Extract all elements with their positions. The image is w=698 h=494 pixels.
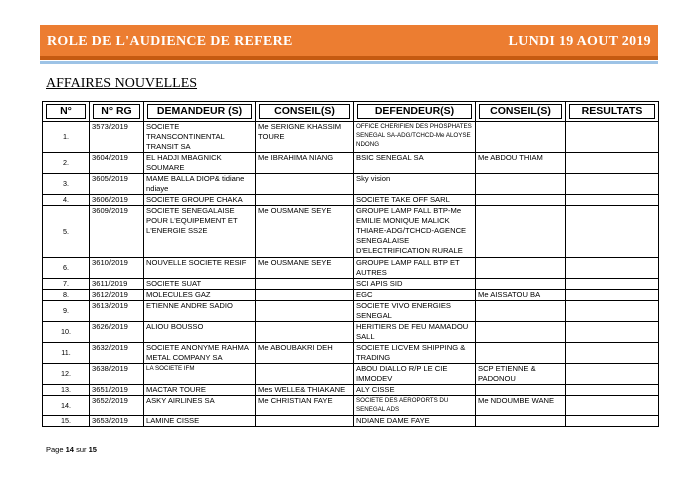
cell-conseil-defendeur — [476, 343, 566, 364]
cell-demandeur: SOCIETE ANONYME RAHMA METAL COMPANY SA — [144, 343, 256, 364]
cell-demandeur: LAMINE CISSE — [144, 416, 256, 427]
cell-number: 13. — [43, 385, 90, 396]
cell-number: 6. — [43, 258, 90, 279]
cell-conseil-demandeur: Mes WELLE& THIAKANE — [256, 385, 354, 396]
cell-conseil-defendeur — [476, 122, 566, 153]
cell-demandeur: EL HADJI MBAGNICK SOUMARE — [144, 153, 256, 174]
cell-conseil-demandeur: Me OUSMANE SEYE — [256, 206, 354, 258]
col-header-demandeur: DEMANDEUR (S) — [144, 102, 256, 122]
cases-table — [42, 101, 659, 427]
cell-resultats — [566, 301, 659, 322]
cell-conseil-demandeur — [256, 416, 354, 427]
header-divider — [40, 61, 658, 64]
cell-conseil-defendeur — [476, 322, 566, 343]
table-row — [43, 301, 659, 322]
cell-resultats — [566, 174, 659, 195]
cell-resultats — [566, 290, 659, 301]
footer-page: 14 — [65, 445, 74, 454]
cell-conseil-demandeur: Me OUSMANE SEYE — [256, 258, 354, 279]
cell-conseil-defendeur — [476, 258, 566, 279]
cell-defendeur: NDIANE DAME FAYE — [354, 416, 476, 427]
table-body — [43, 122, 659, 427]
table-row — [43, 258, 659, 279]
table-row — [43, 364, 659, 385]
table-row — [43, 385, 659, 396]
cell-conseil-defendeur — [476, 206, 566, 258]
cell-conseil-defendeur — [476, 385, 566, 396]
cell-defendeur: HERITIERS DE FEU MAMADOU SALL — [354, 322, 476, 343]
cell-rg: 3626/2019 — [90, 322, 144, 343]
cell-resultats — [566, 122, 659, 153]
cell-defendeur: GROUPE LAMP FALL BTP-Me EMILIE MONIQUE MALICK THIARE-ADG/TCHCD-AGENCE SENEGALAISE D'ELECTRIFICATION RURALE — [354, 206, 476, 258]
cell-conseil-demandeur — [256, 174, 354, 195]
cell-defendeur: Sky vision — [354, 174, 476, 195]
cell-resultats — [566, 343, 659, 364]
table-header-row — [43, 102, 659, 122]
cell-conseil-defendeur — [476, 174, 566, 195]
cell-resultats — [566, 195, 659, 206]
cell-defendeur: BSIC SENEGAL SA — [354, 153, 476, 174]
cell-conseil-demandeur — [256, 290, 354, 301]
footer-prefix: Page — [46, 445, 64, 454]
col-header-conseil-defendeur: CONSEIL(S) — [476, 102, 566, 122]
cell-resultats — [566, 396, 659, 416]
document-title: ROLE DE L'AUDIENCE DE REFERE — [47, 34, 293, 49]
cell-number: 4. — [43, 195, 90, 206]
table-row — [43, 343, 659, 364]
cell-number: 14. — [43, 396, 90, 416]
col-header-defendeur: DEFENDEUR(S) — [354, 102, 476, 122]
cell-number: 12. — [43, 364, 90, 385]
cell-conseil-defendeur: SCP ETIENNE & PADONOU — [476, 364, 566, 385]
cell-conseil-defendeur — [476, 301, 566, 322]
cell-rg: 3605/2019 — [90, 174, 144, 195]
cell-demandeur: LA SOCIETE IFM — [144, 364, 256, 385]
cell-demandeur: ASKY AIRLINES SA — [144, 396, 256, 416]
cell-rg: 3613/2019 — [90, 301, 144, 322]
footer-total: 15 — [88, 445, 97, 454]
table-row — [43, 279, 659, 290]
col-header-rg: N° RG — [90, 102, 144, 122]
cell-resultats — [566, 206, 659, 258]
page-footer — [46, 445, 97, 454]
cell-rg: 3632/2019 — [90, 343, 144, 364]
footer-mid: sur — [76, 445, 87, 454]
cell-rg: 3604/2019 — [90, 153, 144, 174]
cell-resultats — [566, 258, 659, 279]
cell-resultats — [566, 385, 659, 396]
cell-defendeur: GROUPE LAMP FALL BTP ET AUTRES — [354, 258, 476, 279]
table-row — [43, 396, 659, 416]
cell-defendeur: SOCIETE TAKE OFF SARL — [354, 195, 476, 206]
cell-demandeur: MOLECULES GAZ — [144, 290, 256, 301]
cell-defendeur: SOCIETE LICVEM SHIPPING & TRADING — [354, 343, 476, 364]
cell-conseil-defendeur: Me NDOUMBE WANE — [476, 396, 566, 416]
table-row — [43, 290, 659, 301]
col-header-conseil-demandeur: CONSEIL(S) — [256, 102, 354, 122]
cell-number: 7. — [43, 279, 90, 290]
cell-conseil-demandeur — [256, 195, 354, 206]
cell-conseil-demandeur — [256, 301, 354, 322]
cell-number: 5. — [43, 206, 90, 258]
cell-number: 11. — [43, 343, 90, 364]
cell-number: 15. — [43, 416, 90, 427]
cell-resultats — [566, 416, 659, 427]
cell-conseil-demandeur — [256, 322, 354, 343]
cell-rg: 3610/2019 — [90, 258, 144, 279]
cell-rg: 3573/2019 — [90, 122, 144, 153]
table-row — [43, 322, 659, 343]
section-title: AFFAIRES NOUVELLES — [46, 76, 198, 91]
cell-defendeur: EGC — [354, 290, 476, 301]
cell-conseil-demandeur: Me SERIGNE KHASSIM TOURE — [256, 122, 354, 153]
cell-rg: 3606/2019 — [90, 195, 144, 206]
cell-conseil-defendeur — [476, 279, 566, 290]
cell-defendeur: SCI APIS SID — [354, 279, 476, 290]
table-row — [43, 153, 659, 174]
cell-rg: 3653/2019 — [90, 416, 144, 427]
cell-defendeur: SOCIETE DES AEROPORTS DU SENEGAL ADS — [354, 396, 476, 416]
table-row — [43, 195, 659, 206]
cell-demandeur: MAME BALLA DIOP& tidiane ndiaye — [144, 174, 256, 195]
cell-conseil-demandeur: Me IBRAHIMA NIANG — [256, 153, 354, 174]
cell-number: 1. — [43, 122, 90, 153]
cell-conseil-defendeur — [476, 195, 566, 206]
cell-demandeur: SOCIETE SUAT — [144, 279, 256, 290]
col-header-number: N° — [43, 102, 90, 122]
cell-demandeur: SOCIETE TRANSCONTINENTAL TRANSIT SA — [144, 122, 256, 153]
cell-rg: 3652/2019 — [90, 396, 144, 416]
cell-conseil-demandeur — [256, 364, 354, 385]
cell-defendeur: ALY CISSE — [354, 385, 476, 396]
cell-rg: 3612/2019 — [90, 290, 144, 301]
cell-resultats — [566, 322, 659, 343]
cell-defendeur: ABOU DIALLO R/P LE CIE IMMODEV — [354, 364, 476, 385]
cell-demandeur: MACTAR TOURE — [144, 385, 256, 396]
cell-conseil-demandeur: Me CHRISTIAN FAYE — [256, 396, 354, 416]
header-banner — [40, 25, 658, 60]
cell-demandeur: SOCIETE SENEGALAISE POUR L'EQUIPEMENT ET L'ENERGIE SS2E — [144, 206, 256, 258]
cell-defendeur: SOCIETE VIVO ENERGIES SENEGAL — [354, 301, 476, 322]
cell-defendeur: OFFICE CHERIFIEN DES PHOSPHATES SENEGAL SA-ADG/TCHCD-Me ALOYSE NDONG — [354, 122, 476, 153]
cell-resultats — [566, 153, 659, 174]
cell-conseil-defendeur — [476, 416, 566, 427]
cell-rg: 3651/2019 — [90, 385, 144, 396]
cell-resultats — [566, 364, 659, 385]
cell-number: 10. — [43, 322, 90, 343]
cell-number: 8. — [43, 290, 90, 301]
cell-rg: 3638/2019 — [90, 364, 144, 385]
cell-resultats — [566, 279, 659, 290]
cell-conseil-defendeur: Me AISSATOU BA — [476, 290, 566, 301]
cell-demandeur: ETIENNE ANDRE SADIO — [144, 301, 256, 322]
cell-rg: 3609/2019 — [90, 206, 144, 258]
cell-number: 9. — [43, 301, 90, 322]
table-row — [43, 206, 659, 258]
table-row — [43, 122, 659, 153]
hearing-date: LUNDI 19 AOUT 2019 — [508, 34, 651, 49]
cell-demandeur: NOUVELLE SOCIETE RESIF — [144, 258, 256, 279]
table-row — [43, 416, 659, 427]
cell-conseil-demandeur: Me ABOUBAKRI DEH — [256, 343, 354, 364]
cell-conseil-defendeur: Me ABDOU THIAM — [476, 153, 566, 174]
cell-number: 3. — [43, 174, 90, 195]
cell-demandeur: SOCIETE GROUPE CHAKA — [144, 195, 256, 206]
cell-demandeur: ALIOU BOUSSO — [144, 322, 256, 343]
cell-rg: 3611/2019 — [90, 279, 144, 290]
cell-number: 2. — [43, 153, 90, 174]
table-row — [43, 174, 659, 195]
cell-conseil-demandeur — [256, 279, 354, 290]
col-header-resultats: RESULTATS — [566, 102, 659, 122]
